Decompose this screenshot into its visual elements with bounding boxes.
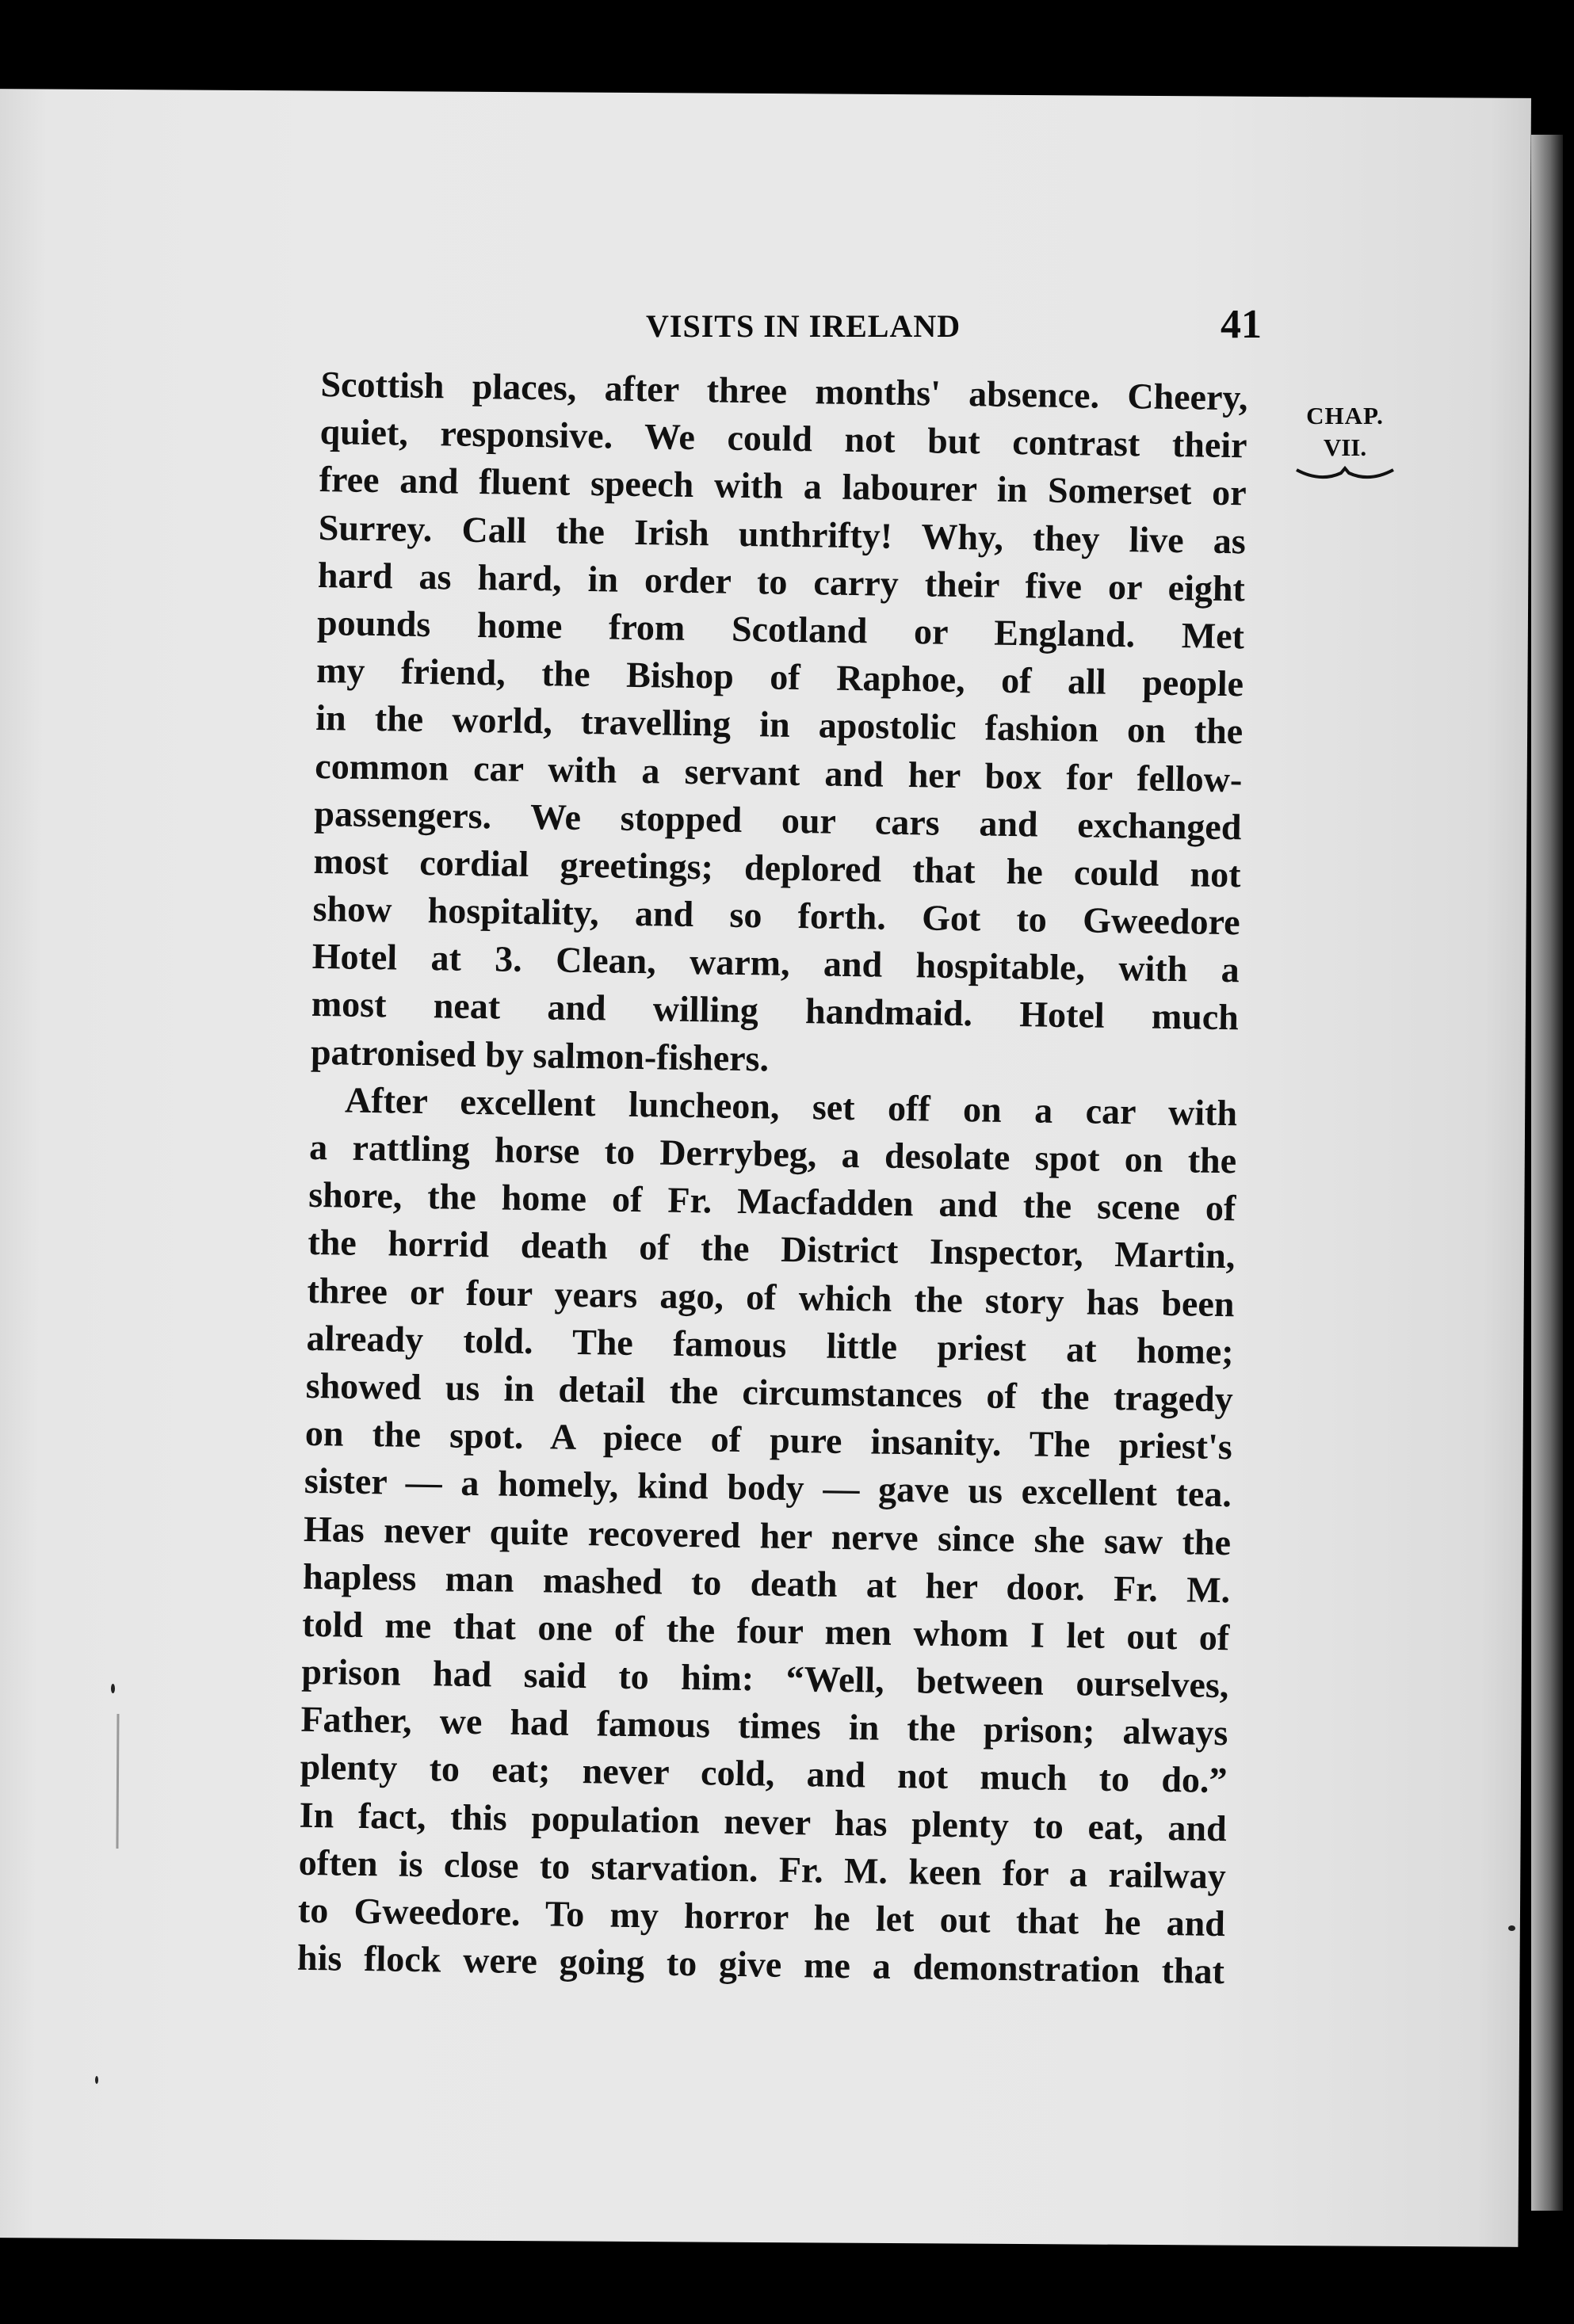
text-line: three or four years ago, of which the story has been (307, 1269, 1235, 1324)
text-line: passengers. We stopped our cars and exchanged (314, 792, 1242, 847)
text-line: plenty to eat; never cold, and not much to do.” (300, 1746, 1228, 1801)
text-line: a rattling horse to Derrybeg, a desolate spot on the (308, 1126, 1237, 1181)
text-line: already told. The famous little priest at home; (306, 1317, 1234, 1372)
text-line: my friend, the Bishop of Raphoe, of all people (315, 650, 1244, 704)
text-line: told me that one of the four men whom I let out of (301, 1603, 1230, 1658)
text-line: hard as hard, in order to carry their five or eight (317, 554, 1246, 609)
running-head: VISITS IN IRELAND (646, 308, 961, 344)
page-number: 41 (1221, 302, 1262, 347)
text-line: most neat and willing handmaid. Hotel much (311, 983, 1240, 1038)
text-line: sister — a homely, kind body — gave us excellent tea. (304, 1460, 1232, 1515)
text-line: quiet, responsive. We could not but contrast their (319, 411, 1247, 466)
scan-speck (1508, 1925, 1515, 1931)
text-line: free and fluent speech with a labourer in Somerset or (319, 459, 1247, 513)
text-line: to Gweedore. To my horror he let out that he and (297, 1889, 1226, 1944)
text-line: on the spot. A piece of pure insanity. The priest's (304, 1412, 1233, 1467)
text-line: his flock were going to give me a demonstration that (296, 1937, 1225, 1992)
margin-chap-label: CHAP. (1306, 402, 1384, 429)
gutter-mark (116, 1714, 119, 1849)
text-line: Has never quite recovered her nerve since she saw the (303, 1508, 1232, 1563)
text-line: Father, we had famous times in the prison; always (300, 1699, 1228, 1753)
page-edge (1531, 135, 1563, 2211)
text-line: pounds home from Scotland or England. Met (316, 601, 1245, 657)
text-line: In fact, this population never has plenty to eat, and (299, 1794, 1228, 1849)
text-line: the horrid death of the District Inspector, Martin, (308, 1222, 1236, 1276)
text-line: Surrey. Call the Irish unthrifty! Why, they live as (318, 506, 1247, 561)
text-line: showed us in detail the circumstances of the tragedy (305, 1364, 1234, 1420)
text-line: often is close to starvation. Fr. M. keen for a railway (298, 1841, 1227, 1896)
page-header (333, 204, 1268, 347)
text-line: After excellent luncheon, set off on a car with (344, 1079, 1238, 1134)
margin-note (1293, 400, 1396, 481)
text-line: hapless man mashed to death at her door. Fr. M. (302, 1555, 1231, 1610)
text-line: shore, the home of Fr. Macfadden and the scene of (308, 1174, 1236, 1229)
scan-speck (111, 1684, 115, 1693)
text-line: Hotel at 3. Clean, warm, and hospitable, with a (311, 936, 1240, 990)
margin-chapter-number: VII. (1323, 433, 1367, 461)
text-line: prison had said to him: “Well, between ourselves, (301, 1650, 1229, 1706)
text-line: patronised by salmon-fishers. (310, 1031, 770, 1079)
text-line: common car with a servant and her box for fellow- (315, 745, 1243, 799)
text-line: in the world, travelling in apostolic fashion on the (315, 697, 1244, 752)
body-text (297, 361, 1248, 1996)
text-line: show hospitality, and so forth. Got to Gweedore (312, 887, 1240, 943)
scan-speck (95, 2076, 98, 2084)
text-line: most cordial greetings; deplored that he could not (313, 840, 1241, 895)
text-line: Scottish places, after three months' absence. Cheery, (320, 363, 1248, 418)
ornament-flourish-icon (1293, 465, 1396, 481)
